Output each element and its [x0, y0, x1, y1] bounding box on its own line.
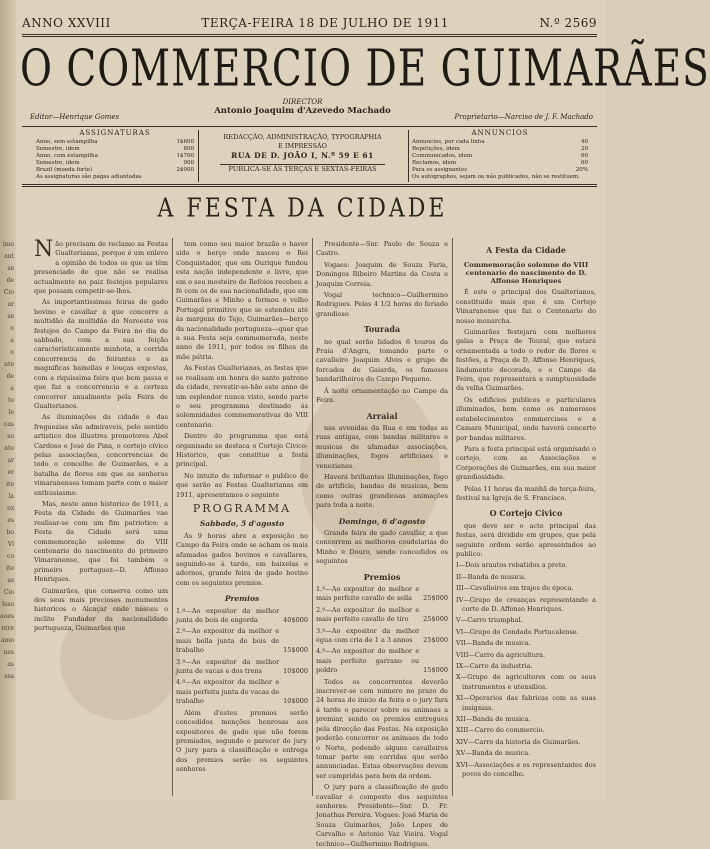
ad-rate-label: Annuncios, por cada linha	[412, 139, 485, 145]
gutter-fragment: nte	[4, 361, 14, 368]
prize-label: 2.º—Ao expositor da melhor e mais bella junta de bois de trabalho	[176, 627, 280, 655]
gutter-fragment: as	[7, 661, 14, 668]
gutter-fragment: o	[10, 349, 14, 356]
box-divider	[408, 130, 409, 182]
editor-line: Editor—Henrique Gomes	[30, 113, 120, 121]
gutter-fragment: o	[10, 325, 14, 332]
gutter-fragment: Cio	[3, 289, 14, 296]
section-heading: Tourada	[363, 324, 401, 335]
gutter-fragment: Vi	[7, 541, 14, 548]
gutter-fragment: as	[7, 577, 14, 584]
gutter-fragment: es	[7, 517, 14, 524]
cortejo-group: II—Banda de musica.	[456, 572, 526, 581]
cortejo-group: VIII—Carro da agricultura.	[456, 650, 546, 659]
gutter-fragment: de	[6, 277, 14, 284]
prize-value: 10$000	[283, 697, 308, 706]
cortejo-group: XVI—Associações e os representantes dos povos do concelho.	[456, 760, 596, 779]
day-heading: Sabbado, 5 d'agosto	[199, 519, 285, 529]
gutter-fragment: se	[7, 313, 14, 320]
header-rule	[22, 126, 597, 127]
cortejo-group: V—Carro triumphal.	[456, 616, 523, 625]
ad-rate-value: 60	[581, 160, 588, 166]
gutter-fragment: a	[10, 337, 14, 344]
column-2	[176, 240, 308, 796]
ad-rate-value: 20%	[575, 167, 588, 173]
prize-item	[316, 585, 448, 604]
issue-year: ANNO XXVIII	[22, 16, 111, 30]
gutter-fragment: ant	[4, 253, 14, 260]
paragraph: Guimarães festejará com melhores galas a Praça de Toural, que estará ornamentada a todo o redor de flores e festões, a Praça de D. Affonso Henriques, lindamente decorada, e o Campo da Feira, que representará a sumptuosidade da velha Guimarães.	[456, 328, 596, 393]
prize-value: 15$000	[283, 646, 308, 655]
paragraph: Para a festa principal está organisado o cortejo, com as Associações e Corporações de Guimarães, em sua maior grandiosidade.	[456, 444, 596, 482]
ad-rate-row	[412, 167, 588, 174]
subscription-value: 1$600	[176, 139, 194, 145]
office-box	[200, 133, 405, 174]
paragraph: No intuito de informar o publico do que serão as Festas Gualterianas em 1911, apresentamos o seguinte	[176, 471, 308, 499]
box-divider	[198, 130, 199, 182]
header-rule	[22, 36, 597, 37]
gutter-fragment: imo	[2, 241, 14, 248]
prize-item	[316, 647, 448, 675]
ad-rate-value: 20	[581, 146, 588, 152]
gutter-fragment: cas	[3, 421, 14, 428]
director-label: DIRECTOR	[282, 98, 323, 106]
subscription-label: Semestre, idem	[36, 160, 80, 166]
header-rule	[22, 184, 597, 185]
subscriptions-footer: As assignaturas são pagas adiantadas	[36, 174, 142, 180]
proprietor-line: Proprietario—Narciso de J. F. Machado	[454, 113, 593, 121]
prize-value: 10$000	[283, 667, 308, 676]
prize-item	[176, 678, 308, 706]
gutter-fragment: er	[7, 469, 14, 476]
prize-value: 25$000	[423, 636, 448, 645]
gutter-fragment: ar	[7, 301, 14, 308]
publication-days: PUBLICA-SE ÁS TERÇAS E SEXTAS-FEIRAS	[228, 165, 377, 173]
prize-value: 25$000	[423, 594, 448, 603]
paragraph: Grande feira de gado cavallar, a que concorrem as melhores coudelarias do Minho e Douro, sendo concedidos os seguintes	[316, 528, 448, 566]
issue-line	[22, 16, 597, 30]
paragraph: Ás 9 horas abre a exposição no Campo da Feira onde se acham os mais afamados gados bovinos e cavallares, seguindo-se á tarde, em baixelas e adornos, grande feira de gado bovino com os seguintes premios.	[176, 531, 308, 587]
paragraph: que deve ser o acto principal das festas, será dividido em grupos, que pela seguinte ordem serão apresentados ao publico:	[456, 521, 596, 558]
subscriptions-box	[36, 130, 194, 182]
column-rule	[172, 238, 173, 796]
gutter-fragment: ssa	[4, 673, 14, 680]
ad-rate-row	[412, 160, 588, 167]
ads-title: ANNUNCIOS	[471, 129, 529, 137]
gutter-fragment: so	[7, 433, 14, 440]
paragraph: As importantissimas feiras de gado bovino e cavallar a que concorre a multidão da multidão do Noroeste vos festejos do Campo da Feira no dia de sabbado, com a sua feição característicamente minhota, a corrida concorrencia de feirantes e as magnificas baixellas e louças expostas, com a riquissima feira que bem passa e que faz a concorrencia e a certeza concorrer anualmente pela Feira de Gualterianos.	[34, 298, 168, 410]
prize-label: 4.º—Ao expositor da melhor e mais perfeita junta de vacas de trabalho	[176, 678, 280, 706]
prize-value: 25$000	[423, 615, 448, 624]
day-heading: Domingo, 6 d'agosto	[338, 516, 426, 526]
gutter-fragment: to	[7, 397, 14, 404]
gutter-fragment: Isso	[1, 601, 14, 608]
column-3	[316, 240, 448, 848]
paragraph: Além d'estes premios serão concedidos menções honrosas aos expositores de gado que não forem premiados, segundo o parecer do jury. O jury para a classificação e entrega dos premios serão os seguintes senhores	[176, 708, 308, 774]
cortejo-group: IV—Grupo de creanças representando a corte de D. Affonso Henriques.	[456, 595, 596, 613]
subscriptions-title: ASSIGNATURAS	[79, 129, 151, 137]
drop-cap: N	[34, 237, 54, 262]
subscription-value: 900	[183, 160, 194, 166]
cortejo-group: VI—Grupo do Condado Portucalense.	[456, 627, 579, 636]
paragraph: As Festas Gualterianas, as festas que se realisam em honra do santo patrono da cidade, revestir-se-hão este anno de um esplendor nunca visto, sendo parte o seu programma destinado ás solemnidades commemorativas do VIII centenario.	[176, 364, 308, 429]
paragraph: É este o principal dos Gualterianos, constituído mais que é um Cortejo Vimaranense que faz o Centenario do nosso monarcha.	[456, 288, 596, 325]
prize-label: 1.º—Ao expositor do melhor e mais perfeito cavallo de sella	[316, 585, 420, 603]
subscription-value: 2$000	[176, 167, 194, 173]
section-subtitle: Commemoração solemne do VIII centenario do nascimento de D. Affonso Henriques	[463, 261, 589, 286]
gutter-fragment: ite	[6, 565, 14, 572]
gutter-fragment: ntre	[1, 625, 14, 632]
subscription-label: Semestre, idem	[36, 146, 80, 152]
paragraph: Os edificios publicos e particulares illuminados, bem como os numerosos estabelecimentos commerciaes e a Camara Municipal, onde haverá concerto por bandas militares.	[456, 395, 596, 442]
gutter-fragment: a	[10, 385, 14, 392]
subscription-value: 800	[183, 146, 194, 152]
paragraph: Pelas 11 horas da manhã de terça-feira, festival na Igreja de S. Francisco.	[456, 484, 596, 502]
subscription-label: Anno, sem estampilha	[36, 139, 98, 145]
subscription-label: Anno, com estampilha	[36, 153, 98, 159]
ad-rate-value: 40	[581, 139, 588, 145]
ads-box	[412, 130, 588, 182]
cortejo-group: XV—Banda de musica.	[456, 749, 531, 758]
issue-number: N.º 2569	[539, 16, 597, 30]
paragraph: Haverá brilhantes illuminações, fogo de artificio, bandas de musicas, bem como outras grandiosas animações para toda a noite.	[316, 472, 448, 510]
headline: A FESTA DA CIDADE	[157, 193, 448, 224]
subscription-label: Brazil (moeda forte)	[36, 167, 93, 173]
ads-footer: Os autographos, sejam ou não publicados, não se restituem.	[412, 174, 581, 180]
paragraph: Todos os concorrentes deverão inscrever-se com numero no prazo de 24 horas do inicio da feira e o jury fará á tarde o parecer sobre os animaes a premiar, sendo os premios entregues pela direcção das Festas. Na exposição poderão concorrer os animaes de todo o Norte, podendo alguns cavalleiros tomar parte em corridas que serão annunciadas. Estas observações devem ser cumpridas para bem da ordem.	[316, 677, 448, 780]
cortejo-group: I—Dois arautos rebatidos a preto.	[456, 561, 568, 570]
gutter-fragment: se	[7, 265, 14, 272]
prize-label: 3.º—Ao expositor da melhor égua com cria de 1 a 3 annos	[316, 626, 420, 645]
gutter-fragment: aoes	[0, 613, 14, 620]
prize-value: 15$000	[423, 666, 448, 675]
column-rule	[452, 238, 453, 796]
office-address: RUA DE D. JOÃO I, N.º 59 E 61	[231, 151, 374, 160]
cortejo-group: VII—Banda de musica.	[456, 639, 531, 648]
gutter-fragment: le	[8, 409, 14, 416]
prize-label: 4.º—Ao expositor do melhor e mais perfeito garrano ou poldro	[316, 647, 420, 675]
paragraph: O jury para a classificação do gado cavallar é composto dos seguintes senhores: Presidente—Snr. D. Fr. Jonathas Pereira. Vogaes: José Maria de Souza Guimarães, João Lopes de Carvalho e Antonio Vaz Vieira. Vogal technico—Guilhermino Rodrigues.	[316, 783, 448, 848]
section-heading: O Cortejo Civico	[489, 508, 563, 519]
subscription-row	[36, 139, 194, 146]
prize-value: 40$000	[283, 616, 308, 625]
column-1	[34, 237, 168, 796]
prize-item	[176, 627, 308, 655]
cortejo-group: XIV—Carro da historia de Guimarães.	[456, 737, 581, 746]
subscription-row	[36, 153, 194, 160]
office-line: E IMPRESSÃO	[278, 142, 327, 150]
subscription-row	[36, 160, 194, 167]
subscription-row	[36, 167, 194, 174]
gutter-fragment: ho	[6, 529, 14, 536]
column-4	[456, 240, 596, 796]
issue-date: TERÇA-FEIRA 18 DE JULHO DE 1911	[201, 16, 449, 30]
ad-rate-label: Para os assignantes	[412, 167, 468, 173]
paragraph: Á noite ornamentação no Campo da Feira.	[316, 386, 448, 405]
programme-title: PROGRAMMA	[192, 501, 292, 515]
paragraph: As iluminações da cidade e das freguezias são admiraveis, pelo sentido artistico dos illustres promotores Abel Cardoso e José de Pina, o cortejo cívico pelas associações, concorrencias de todo o concelho de Guimarães, e a batalha de flores em que as senhoras vimaranenses tomam parte com o maior enthusiasmo.	[34, 413, 168, 497]
header-rule	[22, 186, 597, 187]
gutter-fragment: Cio	[3, 589, 14, 596]
prize-label: 1.º—Ao expositor da melhor junta de bois de engorda	[176, 606, 280, 625]
ad-rate-row	[412, 153, 588, 160]
section-heading: A Festa da Cidade	[486, 245, 566, 255]
cortejo-group: X—Grupo de agricultores com os seus instrumentos e utensilios.	[456, 673, 596, 691]
subscription-row	[36, 146, 194, 153]
gutter-fragment: nes	[3, 649, 14, 656]
prize-label: 2.º—Ao expositor do melhor e mais perfeito cavallo de tiro	[316, 605, 420, 624]
paragraph: Dentro do programma que está organisado se destaca o Cortejo Civico-Historico, que constitue a festa principal.	[176, 432, 308, 469]
ad-rate-row	[412, 146, 588, 153]
column-rule	[312, 238, 313, 796]
ad-rate-row	[412, 139, 588, 146]
paragraph: Presidente—Snr. Paulo de Souza e Castro.	[316, 240, 448, 258]
paragraph: Guimarães, que conserva como um dos seus mais preciosos monumentos historicos o Alcaçar onde nasceu o inclito Fundador da nacionalidade portugueza, Guimarães que	[34, 586, 168, 633]
prizes-heading: Premios	[224, 594, 260, 604]
paragraph: tem como seu maior brazão o haver sido o berço onde nasceu o Rei Conquistador, que em Ourique fundou esta nação independente e livre, que em o seu mosteiro de Refoios recebeu a fé com os de sua nacionalidade, que em Guimarães e Minho a formou o velho Portugal primitivo que se estendeu até às margens do Tejo, Guimarães—berço da nacionalidade portugueza—quer que a sua Festa seja commemorada, neste anno de 1911, por todos os filhos da mãe pátria.	[176, 240, 308, 361]
gutter-fragment: co	[7, 553, 14, 560]
newspaper-title: O COMMERCIO DE GUIMARÃES	[20, 40, 710, 99]
gutter-fragment: oz	[7, 505, 14, 512]
paragraph: ão precisam de reclamo as Festas Gualterianas, porque é um enlevo a opinião de todos os que as têm presenciado de que não se realisa actualmente no paiz festejos populares que possam competir-se-lhes.	[34, 240, 168, 296]
left-gutter-fragments	[0, 0, 16, 800]
prize-item	[176, 658, 308, 677]
ad-rate-value: 60	[581, 153, 588, 159]
paragraph: Vogaes: Joaquim de Souza Faria, Domingos Ribeiro Martins da Costa e Joaquim Correia.	[316, 260, 448, 288]
ad-rate-label: Communicados, idem	[412, 153, 473, 159]
gutter-fragment: de	[6, 373, 14, 380]
gutter-fragment: amo	[1, 637, 14, 644]
paragraph: no qual serão lidados 6 touros da Praia d'Angra, tomando parte o cavalleiro Joaquim Alves e grupo de forcados de Gaiarda, os famosos bandarilheiros do Campo Pequeno.	[316, 337, 448, 384]
cortejo-group: IX—Carro da industria.	[456, 662, 533, 671]
ad-rate-label: Repetições, idem	[412, 146, 460, 152]
prize-item	[316, 606, 448, 625]
section-heading: Arraial	[366, 410, 398, 421]
prize-label: 3.º—Ao expositor da melhor junta de vacas e dos trens	[176, 657, 280, 676]
paragraph: Vogal technico—Guilhermino Rodrigues. Pelas 4 1/2 horas do feriado grandioso	[316, 291, 448, 318]
ad-rate-label: Reclamos, idem	[412, 160, 457, 166]
prizes-heading: Premios	[363, 571, 401, 582]
cortejo-group: XII—Banda de musica.	[456, 715, 531, 724]
office-line: REDACÇÃO, ADMINISTRAÇÃO, TYPOGRAPHIA	[223, 133, 382, 141]
director-name: Antonio Joaquim d'Azevedo Machado	[214, 106, 391, 116]
gutter-fragment: ite	[6, 481, 14, 488]
gutter-fragment: ar	[7, 457, 14, 464]
gutter-fragment: la	[8, 493, 14, 500]
cortejo-group: XIII—Carro do commercio.	[456, 726, 545, 735]
header-rule	[22, 34, 597, 35]
paragraph: Mas, neste anno historico de 1911, a Festa da Cidade de Guimarães vae realisar-se com um fim patriotico: a Festa da Cidade será uma commemoração solemne do VIII centenario do nascimento do primeiro Vimaranense, que foi também o primeiro portuguez—D. Affonso Henriques.	[34, 499, 168, 584]
prize-item	[176, 607, 308, 626]
prize-item	[316, 627, 448, 646]
cortejo-group: III—Cavalleiros em trajes de época.	[456, 584, 574, 593]
subscription-value: 1$700	[176, 153, 194, 159]
paragraph: nas avenidas da Rua e em todas as ruas antigas, com bandas militares e musicas de afamadas associações, illuminações, fogos artificiaes e venezianas.	[316, 423, 448, 470]
cortejo-group: XI—Operarios das fabricas com as suas insignias.	[456, 694, 596, 712]
gutter-fragment: ato	[4, 445, 14, 452]
